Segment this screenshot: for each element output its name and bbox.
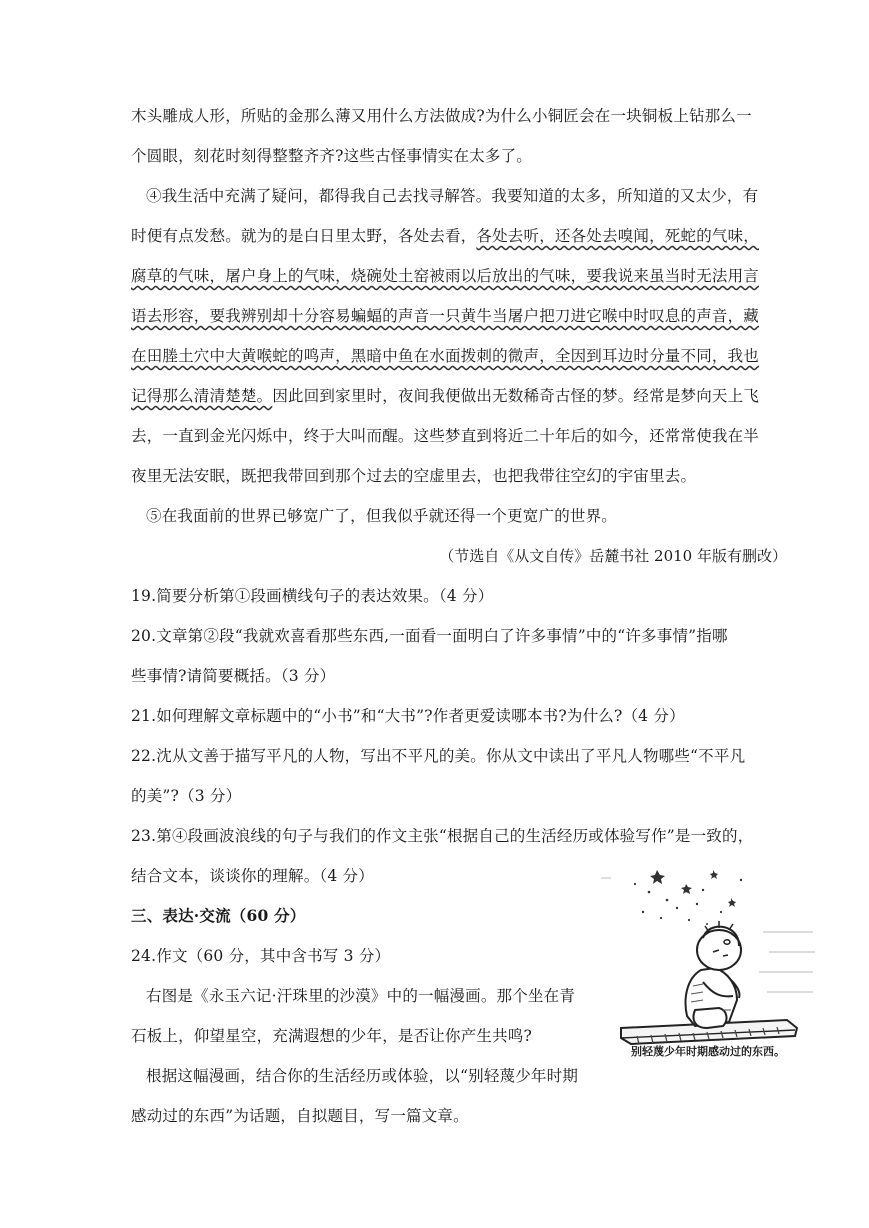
cartoon-caption: 别轻蔑少年时期感动过的东西。 [631, 1045, 785, 1058]
stars [634, 870, 742, 925]
paragraph-3-line-1: 木头雕成人形，所贴的金那么薄又用什么方法做成?为什么小铜匠会在一块铜板上钻那么一 [131, 107, 752, 125]
paragraph-4-line-6 [131, 386, 759, 406]
paragraph-4-line-1: ④我生活中充满了疑问，都得我自己去找寻解答。我要知道的太多，所知道的又太少，有 [146, 187, 759, 205]
wavy-underlined-sentence-end: 记得那么清清楚楚。 [131, 387, 273, 405]
paragraph-3-line-2: 个圆眼，刻花时刻得整整齐齐?这些古怪事情实在太多了。 [131, 147, 533, 165]
paragraph-4-line-5: 在田塍土穴中大黄喉蛇的鸣声，黑暗中鱼在水面拨刺的微声，全因到耳边时分量不同，我也 [131, 347, 760, 365]
question-23-line-1: 23.第④段画波浪线的句子与我们的作文主张“根据自己的生活经历或体验写作”是一致的， [131, 827, 754, 845]
paragraph-4-line-7: 去，一直到金光闪烁中，终于大叫而醒。这些梦直到将近二十年后的如今，还常常使我在半 [131, 427, 760, 445]
source-citation: （节选自《从文自传》岳麓书社 2010 年版有删改） [439, 547, 787, 565]
boy-figure [686, 921, 741, 1028]
cartoon-illustration [591, 860, 823, 1070]
paragraph-4-line-2 [131, 226, 759, 246]
paragraph-4-line-8: 夜里无法安眠，既把我带回到那个过去的空虚里去，也把我带往空幻的宇宙里去。 [131, 467, 697, 485]
essay-prompt-line-3: 根据这幅漫画，结合你的生活经历或体验，以“别轻蔑少年时期 [146, 1067, 579, 1085]
paragraph-5: ⑤在我面前的世界已够宽广了，但我似乎就还得一个更宽广的世界。 [146, 507, 618, 525]
essay-prompt-line-1: 右图是《永玉六记·汗珠里的沙漠》中的一幅漫画。那个坐在青 [146, 987, 576, 1005]
paragraph-4-line-3: 腐草的气味，屠户身上的气味，烧碗处土窑被雨以后放出的气味，要我说来虽当时无法用言 [131, 267, 760, 285]
question-24: 24.作文（60 分，其中含书写 3 分） [131, 947, 391, 965]
essay-prompt-line-4: 感动过的东西”为话题，自拟题目，写一篇文章。 [131, 1107, 469, 1125]
section-3-heading: 三、表达·交流（60 分） [131, 906, 306, 925]
paragraph-4-line-6-plain: 因此回到家里时，夜间我便做出无数稀奇古怪的梦。经常是梦向天上飞 [272, 387, 760, 405]
question-22-line-1: 22.沈从文善于描写平凡的人物，写出不平凡的美。你从文中读出了平凡人物哪些“不平凡 [131, 747, 746, 765]
question-20-line-1: 20.文章第②段“我就欢喜看那些东西,一面看一面明白了许多事情”中的“许多事情”指哪 [131, 627, 728, 645]
essay-prompt-line-2: 石板上，仰望星空，充满遐想的少年，是否让你产生共鸣? [131, 1027, 533, 1045]
question-21: 21.如何理解文章标题中的“小书”和“大书”?作者更爱读哪本书?为什么?（4 分） [131, 707, 685, 725]
question-20-line-2: 些事情?请简要概括。（3 分） [131, 667, 336, 685]
paragraph-4-line-2-plain: 时便有点发愁。就为的是白日里太野，各处去看， [131, 227, 477, 245]
paragraph-4-line-4: 语去形容，要我辨别却十分容易蝙蝠的声音一只黄牛当屠户把刀进它喉中时叹息的声音，藏 [131, 307, 760, 325]
question-23-line-2: 结合文本，谈谈你的理解。（4 分） [131, 867, 374, 885]
wavy-underlined-sentence-start: 各处去听，还各处去嗅闻，死蛇的气味， [476, 227, 760, 245]
question-22-line-2: 的美”?（3 分） [131, 787, 242, 805]
question-19: 19.简要分析第①段画横线句子的表达效果。（4 分） [131, 587, 494, 605]
